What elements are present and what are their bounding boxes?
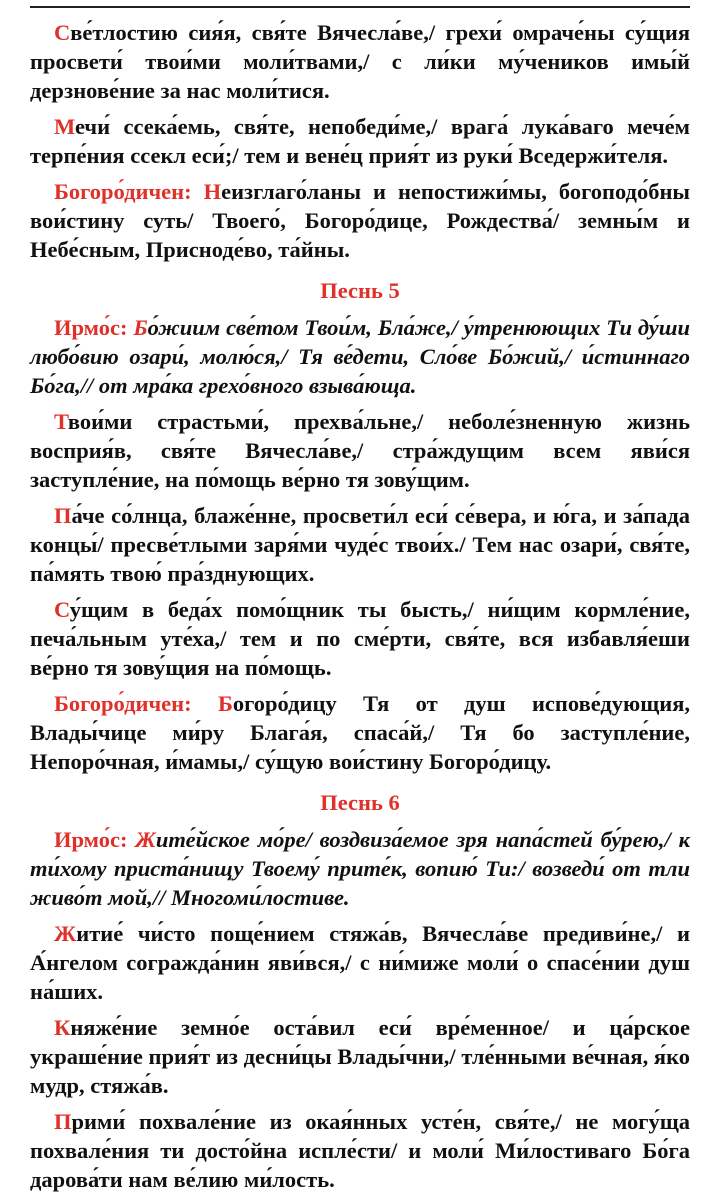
red-initial: К [54,1015,71,1040]
red-initial: Ж [135,827,156,852]
stanza-paragraph [30,1107,690,1194]
stanza-text: вои́ми страстьми́, прехва́льне,/ неболе́зненную жизнь восприя́в, свя́те Вячесла́ве,/ стра́ждущим всем яви́ся заступле́ние, на по́мощь ве́рно тя зову́щим. [30,409,690,492]
red-initial: П [54,503,72,528]
stanza-paragraph [30,18,690,105]
stanza-paragraph [30,825,690,912]
stanza-text: няже́ние земно́е оста́вил еси́ вре́менное/ и ца́рское украше́ние прия́т из десни́цы Влады́чни,/ тле́нными ве́чная, я́ко мудр, стяжа́в. [30,1015,690,1098]
red-initial: Т [54,409,68,434]
rubric-label: Богоро́дичен: [54,691,218,716]
red-initial: Б [133,315,148,340]
text-page [30,18,690,1201]
stanza-text: итие́ чи́сто поще́нием стяжа́в, Вячесла́ве предиви́не,/ и А́нгелом согражда́нин яви́вся,/ с ни́миже моли́ о спасе́нии душ на́ших. [30,921,690,1004]
red-initial: П [54,1109,72,1134]
section-heading: Песнь 6 [320,790,400,815]
stanza-text: ечи́ ссека́емь, свя́те, непобеди́ме,/ врага́ лука́ваго мече́м терпе́ния ссекл еси́;/ тем и вене́ц прия́т из руки́ Вседержи́теля. [30,114,690,168]
stanza-text: рими́ похвале́ние из окая́нных усте́н, свя́те,/ не могу́ща похвале́ния ти досто́йна испле́сти/ и моли́ Ми́лостиваго Бо́га дарова́ти нам ве́лию ми́лость. [30,1109,690,1192]
stanza-paragraph [30,919,690,1006]
red-initial: Н [203,179,222,204]
stanza-paragraph [30,177,690,264]
stanza-text: огоро́дицу Тя от душ испове́дующия, Влады́чице ми́ру Блага́я, спаса́й,/ Тя бо заступле́ние, Непоро́чная, и́мамы,/ су́щую вои́стину Богоро́дицу. [30,691,690,774]
stanza-text: еизглаго́ланы и непостижи́мы, богоподо́бны вои́стину суть/ Твоего́, Богоро́дице, Рождества́/ земны́м и Небе́сным, Присноде́во, та́йны. [30,179,690,262]
stanza-paragraph [30,689,690,776]
stanza-text: у́щим в беда́х помо́щник ты бысть,/ ни́щим кормле́ние, печа́льным уте́ха,/ тем и по сме́рти, свя́те, вся избавля́еши ве́рно тя зову́щия на по́мощь. [30,597,690,680]
stanza-text: о́жиим све́том Твои́м, Бла́же,/ у́тренюющих Ти ду́ши любо́вию озари́, молю́ся,/ Тя ве́дети, Сло́ве Бо́жий,/ и́стиннаго Бо́га,// от мра́ка грехо́вного взыва́юща. [30,315,690,398]
red-initial: С [54,597,70,622]
red-initial: М [54,114,75,139]
rubric-label: Ирмо́с: [54,315,134,340]
rubric-label: Ирмо́с: [54,827,136,852]
stanza-paragraph [30,407,690,494]
red-initial: Ж [54,921,77,946]
stanza-text: а́че со́лнца, блаже́нне, просвети́л еси́ се́вера, и ю́га, и за́пада концы́/ пресве́тлыми заря́ми чуде́с твои́х./ Тем нас озари́, свя́те, па́мять твою́ пра́зднующих. [30,503,690,586]
stanza-paragraph [30,1013,690,1100]
section-heading: Песнь 5 [320,278,400,303]
stanza-text: ве́тлостию сия́я, свя́те Вячесла́ве,/ грехи́ омраче́ны су́щия просвети́ твои́ми моли́твами,/ с ли́ки му́чеников имы́й дерзнове́ние за нас моли́тися. [30,20,690,103]
stanza-paragraph [30,501,690,588]
stanza-paragraph [30,595,690,682]
red-initial: Б [217,691,233,716]
top-rule [30,6,690,8]
red-initial: С [54,20,71,45]
stanza-text: ите́йское мо́ре/ воздвиза́емое зря напа́стей бу́рею,/ к ти́хому приста́нищу Твоему́ прите́к, вопию́ Ти:/ возведи́ от тли живо́т мой,// Многоми́лостиве. [30,827,690,910]
rubric-label: Богоро́дичен: [54,179,204,204]
stanza-paragraph [30,313,690,400]
stanza-paragraph [30,112,690,170]
